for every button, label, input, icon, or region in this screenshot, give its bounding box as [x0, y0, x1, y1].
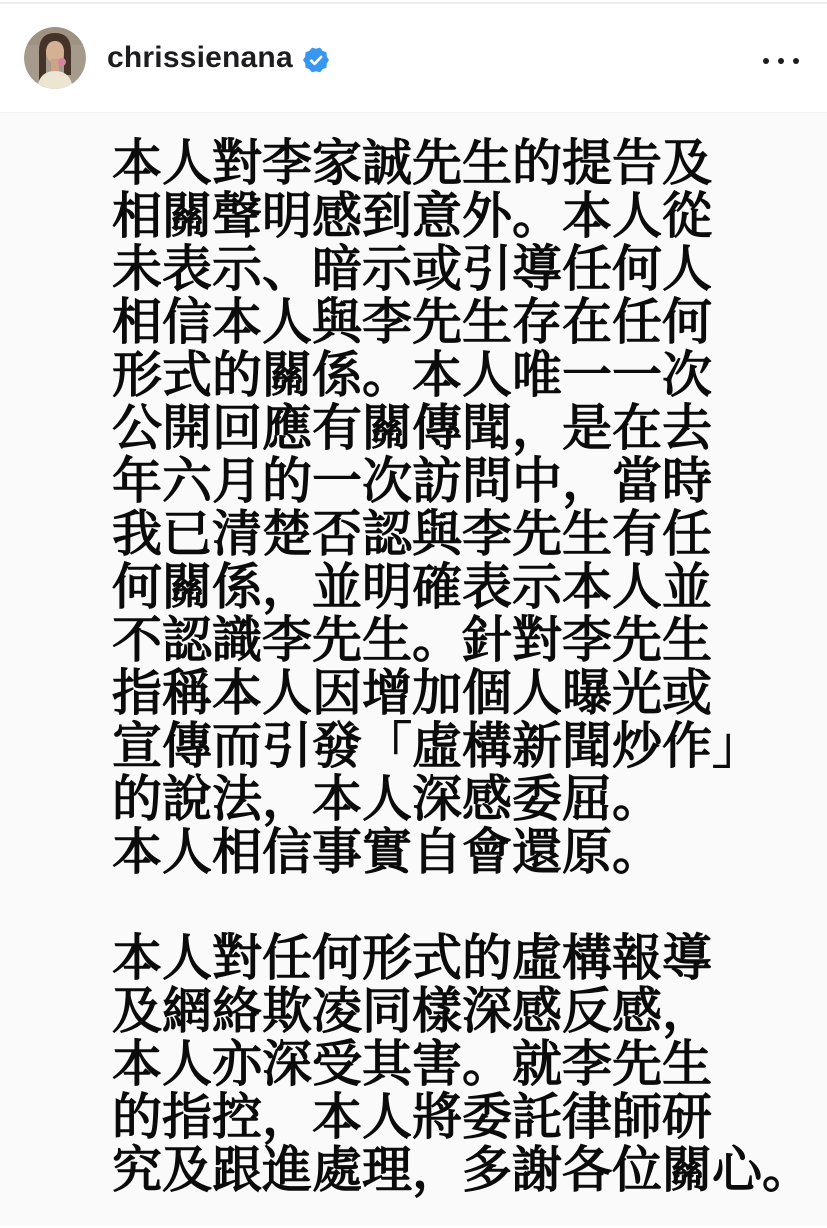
statement-line: 本人對李家誠先生的提告及 — [112, 135, 712, 191]
username-row — [107, 4, 329, 112]
statement-line: 相關聲明感到意外。本人從 — [112, 188, 712, 244]
statement-line: 的說法，本人深感委屈。 — [112, 771, 662, 827]
statement-line: 指稱本人因增加個人曝光或 — [112, 665, 712, 721]
statement-line: 年六月的一次訪問中，當時 — [112, 453, 712, 509]
post-header — [0, 4, 827, 112]
statement-line: 本人相信事實自會還原。 — [112, 824, 662, 880]
post-image-statement — [0, 112, 827, 1226]
statement-line: 形式的關係。本人唯一一次 — [112, 347, 712, 403]
statement-line: 的指控，本人將委託律師研 — [112, 1089, 712, 1145]
statement-line: 究及跟進處理，多謝各位關心。 — [112, 1142, 812, 1198]
statement-paragraph-2 — [112, 932, 827, 1197]
statement-line: 宣傳而引發「虛構新聞炒作」 — [112, 718, 762, 774]
statement-line: 本人亦深受其害。就李先生 — [112, 1036, 712, 1092]
statement-line: 本人對任何形式的虛構報導 — [112, 930, 712, 986]
three-dots-menu-icon — [778, 58, 784, 64]
statement-line: 我已清楚否認與李先生有任 — [112, 506, 712, 562]
statement-line: 及網絡欺凌同樣深感反感， — [112, 983, 712, 1039]
statement-line: 未表示、暗示或引導任何人 — [112, 241, 712, 297]
more-options-button[interactable] — [759, 50, 803, 72]
avatar[interactable] — [24, 27, 86, 89]
three-dots-menu-icon — [793, 58, 799, 64]
statement-line: 不認識李先生。針對李先生 — [112, 612, 712, 668]
three-dots-menu-icon — [763, 58, 769, 64]
statement-paragraph-1 — [112, 137, 827, 879]
username[interactable]: chrissienana — [107, 41, 293, 74]
verified-badge-icon — [303, 47, 329, 73]
statement-line: 公開回應有關傳聞，是在去 — [112, 400, 712, 456]
statement-line: 相信本人與李先生存在任何 — [112, 294, 712, 350]
profile-photo-icon — [24, 27, 86, 89]
statement-line: 何關係，並明確表示本人並 — [112, 559, 712, 615]
